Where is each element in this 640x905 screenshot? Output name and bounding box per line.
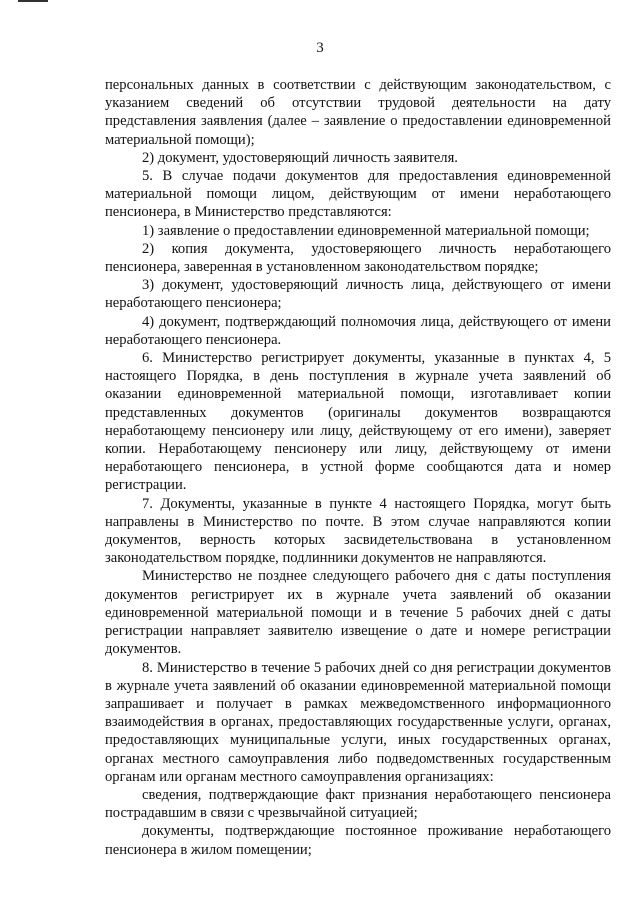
paragraph-continuation: персональных данных в соответствии с действующим законодательством, с указанием сведений об отсутствии трудовой деятельности на дату представления заявления (далее – заявление о предоставлении единовременной материальной помощи); [105,77,611,148]
clause-6: 6. Министерство регистрирует документы, указанные в пунктах 4, 5 настоящего Порядка, в день поступления в журнале учета заявлений об оказании единовременной материальной помощи, изготавливает копии представленных документов (оригиналы документов возвращаются неработающему пенсионеру или лицу, действующему от его имени), заверяет копии. Неработающему пенсионеру или лицу, действующему от имени неработающего пенсионера, в устной форме сообщаются дата и номер регистрации. [105,350,611,494]
clause-8: 8. Министерство в течение 5 рабочих дней со дня регистрации документов в журнале учета заявлений об оказании единовременной материальной помощи запрашивает и получает в рамках межведомственного информационного взаимодействия в органах, предоставляющих государственные услуги, органах, предоставляющих муниципальные услуги, иных государственных органах, органах местного самоуправления либо подведомственных государственным органам или органам местного самоуправления организациях: [105,659,611,785]
document-body [105,76,611,859]
clause-5-item-2: 2) копия документа, удостоверяющего личность неработающего пенсионера, заверенная в установленном законодательством порядке; [105,240,611,276]
clause-8-item-residence: документы, подтверждающие постоянное проживание неработающего пенсионера в жилом помещении; [105,823,611,858]
clause-7-registration: Министерство не позднее следующего рабочего дня с даты поступления документов регистрирует их в журнале учета заявлений об оказании единовременной материальной помощи и в течение 5 рабочих дней с даты регистрации направляет заявителю извещение о дате и номере регистрации документов. [105,568,611,658]
scan-edge-mark [18,0,48,2]
page-number: 3 [316,40,324,56]
clause-5-item-4: 4) документ, подтверждающий полномочия лица, действующего от имени неработающего пенсионера. [105,313,611,348]
clause-7: 7. Документы, указанные в пункте 4 настоящего Порядка, могут быть направлены в Министерство по почте. В этом случае направляются копии документов, верность которых засвидетельствована в установленном законодательством порядке, подлинники документов не направляются. [105,495,611,567]
clause-5: 5. В случае подачи документов для предоставления единовременной материальной помощи лицом, действующим от имени неработающего пенсионера, в Министерство представляются: [105,168,611,221]
list-item-identity-document: 2) документ, удостоверяющий личность заявителя. [142,149,458,166]
clause-8-item-emergency: сведения, подтверждающие факт признания неработающего пенсионера пострадавшим в связи с чрезвычайной ситуацией; [105,786,611,822]
clause-5-item-3: 3) документ, удостоверяющий личность лица, действующего от имени неработающего пенсионера; [105,277,611,312]
clause-5-item-1: 1) заявление о предоставлении единовременной материальной помощи; [142,222,590,239]
